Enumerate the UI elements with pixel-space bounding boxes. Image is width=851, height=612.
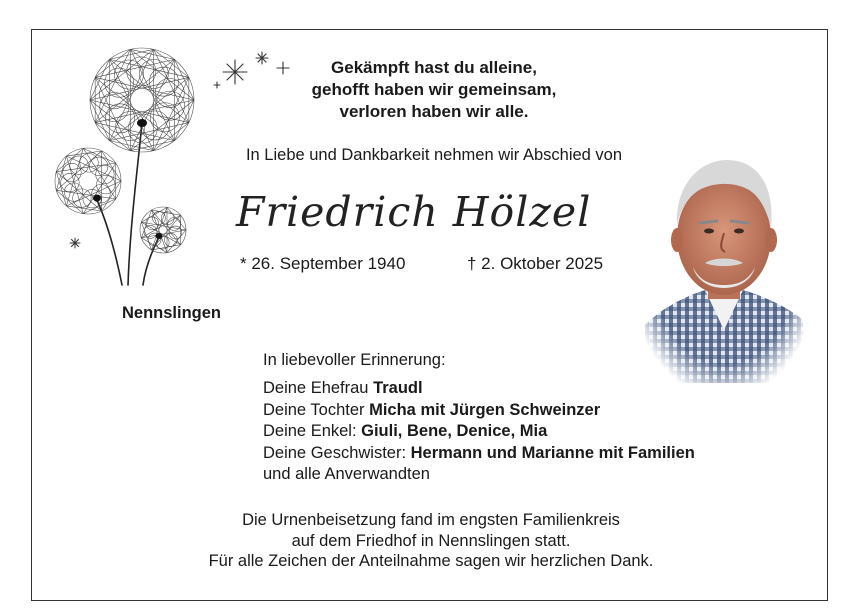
intro-text: In Liebe und Dankbarkeit nehmen wir Abschied von <box>245 146 623 164</box>
closing-line: Die Urnenbeisetzung fand im engsten Familienkreis <box>242 511 620 529</box>
birth-date: * 26. September 1940 <box>240 254 406 273</box>
death-date: † 2. Oktober 2025 <box>467 254 604 273</box>
relative-names: Micha mit Jürgen Schweinzer <box>369 400 601 419</box>
portrait-photo <box>645 155 803 383</box>
motto-line: Gekämpft hast du alleine, <box>331 58 537 77</box>
relative-names: Giuli, Bene, Denice, Mia <box>361 422 548 440</box>
motto-line: gehofft haben wir gemeinsam, <box>311 80 557 99</box>
closing-text <box>0 510 851 572</box>
relation-label: und alle Anverwandten <box>263 465 430 483</box>
relation-label: Deine Enkel: <box>263 422 362 440</box>
family-line <box>263 421 695 443</box>
hometown: Nennslingen <box>122 304 222 322</box>
motto-line: verloren haben wir alle. <box>339 102 529 121</box>
closing-line: Für alle Zeichen der Anteilnahme sagen wir herzlichen Dank. <box>208 552 654 570</box>
relation-label: Deine Tochter <box>263 400 370 419</box>
relative-names: Hermann und Marianne mit Familien <box>410 443 695 462</box>
relation-label: Deine Geschwister: <box>263 443 411 462</box>
family-line <box>263 378 695 400</box>
relative-names: Traudl <box>373 379 423 397</box>
motto <box>0 57 851 123</box>
deceased-name: Friedrich Hölzel <box>236 188 592 236</box>
relation-label: Deine Ehefrau <box>263 379 374 397</box>
closing-line: auf dem Friedhof in Nennslingen statt. <box>291 531 571 550</box>
family-list <box>263 378 695 486</box>
family-line <box>263 464 695 486</box>
star-icon <box>67 235 83 251</box>
family-line <box>263 443 695 465</box>
memory-heading: In liebevoller Erinnerung: <box>263 351 446 369</box>
family-line <box>263 400 695 422</box>
